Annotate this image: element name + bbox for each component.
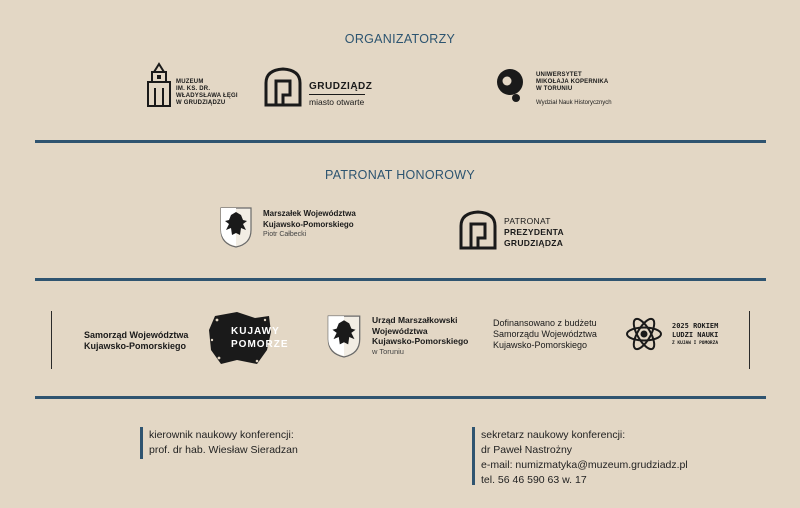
secretary-role: sekretarz naukowy konferencji:	[481, 429, 626, 441]
coat-of-arms-icon	[326, 314, 362, 358]
samorzad-logo	[84, 330, 188, 352]
funding-line1: Dofinansowano z budżetu	[493, 318, 597, 328]
year-line3: Z KUJAW I POMORZA	[672, 341, 719, 346]
secretary-contact	[481, 428, 688, 488]
funding-line2: Samorządu Województwa	[493, 329, 597, 339]
secretary-phone[interactable]: tel. 56 46 590 63 w. 17	[481, 474, 587, 486]
organizers-title: ORGANIZATORZY	[344, 32, 456, 46]
secretary-contact-bar	[472, 427, 475, 485]
grudziadz-name: GRUDZIĄDZ	[309, 81, 373, 92]
umk-dept: Wydział Nauk Historycznych	[536, 100, 612, 106]
marshal-line2: Kujawsko-Pomorskiego	[263, 219, 354, 229]
museum-tower-icon	[145, 62, 173, 108]
umk-line1: UNIWERSYTET	[536, 72, 582, 78]
funding-line3: Kujawsko-Pomorskiego	[493, 340, 588, 350]
divider-1	[35, 140, 766, 143]
divider-2	[35, 278, 766, 281]
marshal-line1: Marszałek Województwa	[263, 209, 356, 218]
urzad-line4: w Toruniu	[372, 346, 404, 356]
secretary-email[interactable]: e-mail: numizmatyka@muzeum.grudziadz.pl	[481, 459, 688, 471]
sponsors-right-border	[749, 311, 750, 369]
president-line1: PATRONAT	[504, 216, 551, 226]
samorzad-line1: Samorząd Województwa	[84, 330, 189, 340]
funding-note	[493, 318, 597, 351]
museum-line2: IM. KS. DR.	[176, 86, 211, 92]
president-line3: GRUDZIĄDZA	[504, 238, 564, 248]
president-line2: PREZYDENTA	[504, 227, 564, 237]
year-line2: LUDZI NAUKI	[672, 331, 719, 339]
umk-line2: MIKOŁAJA KOPERNIKA	[536, 79, 609, 85]
kujawy-line2: POMORZE	[231, 339, 289, 350]
patronage-title: PATRONAT HONOROWY	[324, 168, 475, 182]
museum-line1: MUZEUM	[176, 79, 204, 85]
scientific-contact-bar	[140, 427, 143, 459]
coat-of-arms-icon	[219, 206, 253, 248]
museum-line4: W GRUDZIĄDZU	[176, 100, 226, 106]
kujawy-line1: KUJAWY	[231, 326, 280, 337]
umk-line3: W TORUNIU	[536, 86, 573, 92]
secretary-name: dr Paweł Nastrożny	[481, 444, 573, 456]
grudziadz-gate-icon	[458, 210, 498, 250]
samorzad-line2: Kujawsko-Pomorskiego	[84, 341, 187, 351]
urzad-line3: Kujawsko-Pomorskiego	[372, 336, 469, 346]
grudziadz-tagline: miasto otwarte	[309, 97, 365, 107]
scientific-role: kierownik naukowy konferencji:	[149, 429, 294, 441]
scientific-contact	[149, 428, 298, 458]
umk-emblem-icon	[496, 68, 526, 104]
atom-icon	[624, 314, 664, 354]
scientific-name: prof. dr hab. Wiesław Sieradzan	[149, 444, 298, 456]
sponsors-left-border	[51, 311, 52, 369]
museum-line3: WŁADYSŁAWA ŁĘGI	[176, 93, 238, 99]
divider-3	[35, 396, 766, 399]
marshal-person: Piotr Całbecki	[263, 231, 307, 238]
urzad-line2: Województwa	[372, 325, 428, 336]
urzad-line1: Urząd Marszałkowski	[372, 315, 458, 325]
grudziadz-gate-icon	[263, 67, 303, 107]
year-line1: 2025 ROKIEM	[672, 322, 719, 330]
